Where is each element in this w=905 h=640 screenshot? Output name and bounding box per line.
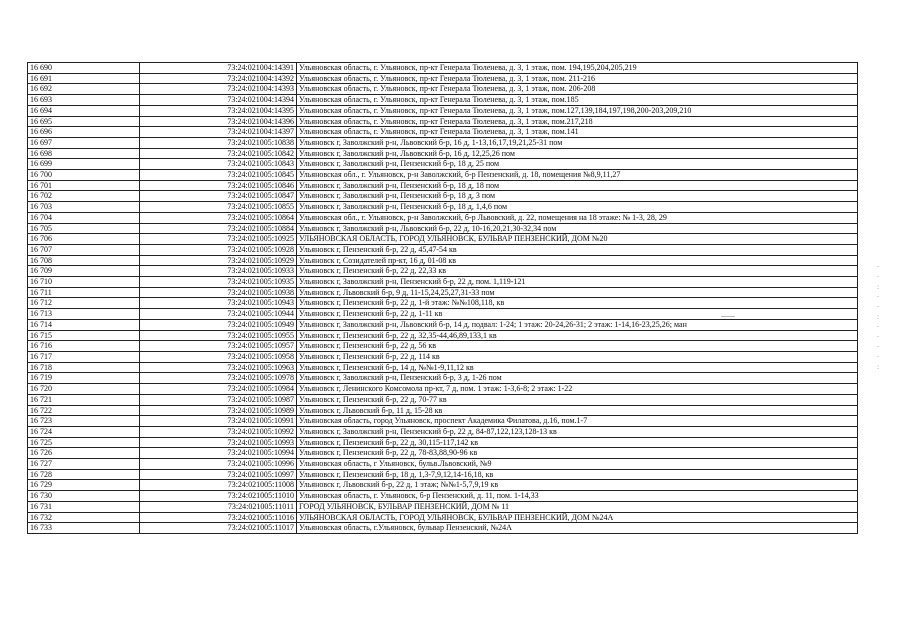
row-number-cell: 16 708 <box>28 255 140 266</box>
address-cell: Ульяновск г, Заволжский р-н, Пензенский б-р, 18 д, 18 пом <box>297 180 858 191</box>
table-row <box>28 362 858 373</box>
table-row <box>28 469 858 480</box>
table-row <box>28 480 858 491</box>
row-number-cell: 16 701 <box>28 180 140 191</box>
address-cell: ГОРОД УЛЬЯНОВСК, БУЛЬВАР ПЕНЗЕНСКИЙ, ДОМ № 11 <box>297 501 858 512</box>
cadastral-number-cell: 73:24:021005:10944 <box>140 309 297 320</box>
row-number-cell: 16 707 <box>28 244 140 255</box>
address-cell: Ульяновск г, Пензенский б-р, 22 д, 22,33 кв <box>297 266 858 277</box>
cadastral-number-cell: 73:24:021005:10933 <box>140 266 297 277</box>
row-number-cell: 16 698 <box>28 148 140 159</box>
cadastral-number-cell: 73:24:021004:14395 <box>140 105 297 116</box>
table-row <box>28 373 858 384</box>
cadastral-number-cell: 73:24:021005:11008 <box>140 480 297 491</box>
table-row <box>28 180 858 191</box>
row-number-cell: 16 731 <box>28 501 140 512</box>
cadastral-number-cell: 73:24:021005:10958 <box>140 351 297 362</box>
cadastral-number-cell: 73:24:021005:10957 <box>140 341 297 352</box>
cadastral-number-cell: 73:24:021004:14391 <box>140 63 297 74</box>
row-number-cell: 16 695 <box>28 116 140 127</box>
address-cell: Ульяновск г, Львовский б-р, 22 д, 1 этаж; №№1-5,7,9,19 кв <box>297 480 858 491</box>
row-number-cell: 16 728 <box>28 469 140 480</box>
row-number-cell: 16 704 <box>28 212 140 223</box>
cadastral-number-cell: 73:24:021005:10838 <box>140 137 297 148</box>
cadastral-number-cell: 73:24:021005:10963 <box>140 362 297 373</box>
table-row <box>28 309 858 320</box>
address-cell: Ульяновск г, Пензенский б-р, 22 д, 32,35-44,46,89,133,1 кв <box>297 330 858 341</box>
address-cell: Ульяновск г, Львовский б-р, 11 д, 15-28 кв <box>297 405 858 416</box>
table-row <box>28 491 858 502</box>
table-row <box>28 127 858 138</box>
cadastral-number-cell: 73:24:021005:10935 <box>140 277 297 288</box>
row-number-cell: 16 711 <box>28 287 140 298</box>
cadastral-number-cell: 73:24:021004:14392 <box>140 73 297 84</box>
table-row <box>28 437 858 448</box>
cadastral-number-cell: 73:24:021005:10864 <box>140 212 297 223</box>
cadastral-number-cell: 73:24:021005:10984 <box>140 384 297 395</box>
table-row <box>28 416 858 427</box>
address-cell: Ульяновская область, г. Ульяновск, пр-кт Генерала Тюленева, д. 3, 1 этаж, пом. 206-208 <box>297 84 858 95</box>
address-cell: Ульяновская обл., г. Ульяновск, р-н Заволжский, б-р Пензенский, д. 18, помещения №8,9,11,27 <box>297 170 858 181</box>
cadastral-number-cell: 73:24:021005:10996 <box>140 459 297 470</box>
cadastral-number-cell: 73:24:021005:10993 <box>140 437 297 448</box>
address-cell: Ульяновск г, Заволжский р-н, Львовский б-р, 14 д, подвал: 1-24; 1 этаж: 20-24,26-31; 2 этаж: 1-14,16-23,25,26; ман <box>297 319 858 330</box>
address-cell: Ульяновская область, город Ульяновск, проспект Академика Филатова, д.16, пом.1-7 <box>297 416 858 427</box>
address-cell: Ульяновск г, Пензенский б-р, 22 д, 78-83,88,90-96 кв <box>297 448 858 459</box>
table-row <box>28 341 858 352</box>
cadastral-registry-table <box>27 62 858 534</box>
cadastral-number-cell: 73:24:021005:10855 <box>140 202 297 213</box>
row-number-cell: 16 696 <box>28 127 140 138</box>
cadastral-number-cell: 73:24:021004:14397 <box>140 127 297 138</box>
address-cell: Ульяновская область, г. Ульяновск, пр-кт Генерала Тюленева, д. 3, 1 этаж, пом.127,139,184,197,198,200-203,209,210 <box>297 105 858 116</box>
row-number-cell: 16 717 <box>28 351 140 362</box>
row-number-cell: 16 713 <box>28 309 140 320</box>
cadastral-number-cell: 73:24:021005:10955 <box>140 330 297 341</box>
row-number-cell: 16 727 <box>28 459 140 470</box>
address-cell: Ульяновск г, Заволжский р-н, Пензенский б-р, 18 д, 1,4,6 пом <box>297 202 858 213</box>
row-number-cell: 16 721 <box>28 394 140 405</box>
table-row <box>28 512 858 523</box>
row-number-cell: 16 693 <box>28 95 140 106</box>
row-number-cell: 16 697 <box>28 137 140 148</box>
cadastral-number-cell: 73:24:021005:10847 <box>140 191 297 202</box>
table-row <box>28 394 858 405</box>
table-row <box>28 63 858 74</box>
cadastral-number-cell: 73:24:021005:10842 <box>140 148 297 159</box>
address-cell: Ульяновск г, Пензенский б-р, 22 д, 45,47-54 кв <box>297 244 858 255</box>
table-row <box>28 137 858 148</box>
table-row <box>28 244 858 255</box>
address-cell: Ульяновск г, Пензенский б-р, 22 д, 114 кв <box>297 351 858 362</box>
row-number-cell: 16 705 <box>28 223 140 234</box>
address-cell: Ульяновск г, Пензенский б-р, 18 д, 1,3-7,9,12,14-16,18, кв <box>297 469 858 480</box>
address-cell: Ульяновск г, Пензенский б-р, 22 д, 56 кв <box>297 341 858 352</box>
row-number-cell: 16 709 <box>28 266 140 277</box>
address-cell: Ульяновск г, Заволжский р-н, Львовский б-р, 22 д, 10-16,20,21,30-32,34 пом <box>297 223 858 234</box>
cadastral-number-cell: 73:24:021005:10928 <box>140 244 297 255</box>
row-number-cell: 16 692 <box>28 84 140 95</box>
table-row <box>28 191 858 202</box>
address-cell: Ульяновск г, Пензенский б-р, 14 д, №№1-9,11,12 кв <box>297 362 858 373</box>
cadastral-number-cell: 73:24:021005:10949 <box>140 319 297 330</box>
row-number-cell: 16 725 <box>28 437 140 448</box>
row-number-cell: 16 694 <box>28 105 140 116</box>
row-number-cell: 16 716 <box>28 341 140 352</box>
address-cell: Ульяновск г, Львовский б-р, 9 д, 11-15,24,25,27,31-33 пом <box>297 287 858 298</box>
row-number-cell: 16 722 <box>28 405 140 416</box>
cadastral-number-cell: 73:24:021005:10846 <box>140 180 297 191</box>
table-row <box>28 73 858 84</box>
table-row <box>28 116 858 127</box>
table-row <box>28 212 858 223</box>
cadastral-number-cell: 73:24:021004:14393 <box>140 84 297 95</box>
table-row <box>28 223 858 234</box>
row-number-cell: 16 700 <box>28 170 140 181</box>
address-cell: Ульяновск г, Ленинского Комсомола пр-кт, 7 д, пом. 1 этаж: 1-3,6-8; 2 этаж: 1-22 <box>297 384 858 395</box>
cadastral-number-cell: 73:24:021005:11016 <box>140 512 297 523</box>
address-cell: Ульяновск г, Пензенский б-р, 22 д, 1-11 кв <box>297 309 858 320</box>
table-row <box>28 95 858 106</box>
table-row <box>28 105 858 116</box>
cadastral-number-cell: 73:24:021005:10884 <box>140 223 297 234</box>
address-cell: Ульяновск г, Пензенский б-р, 22 д, 30,115-117,142 кв <box>297 437 858 448</box>
address-cell: Ульяновск г, Заволжский р-н, Пензенский б-р, 22 д, 84-87,122,123,128-13 кв <box>297 426 858 437</box>
table-row <box>28 405 858 416</box>
row-number-cell: 16 714 <box>28 319 140 330</box>
row-number-cell: 16 718 <box>28 362 140 373</box>
row-number-cell: 16 719 <box>28 373 140 384</box>
address-cell: УЛЬЯНОВСКАЯ ОБЛАСТЬ, ГОРОД УЛЬЯНОВСК, БУЛЬВАР ПЕНЗЕНСКИЙ, ДОМ №20 <box>297 234 858 245</box>
cadastral-number-cell: 73:24:021005:10997 <box>140 469 297 480</box>
table-row <box>28 202 858 213</box>
table-row <box>28 459 858 470</box>
table-row <box>28 266 858 277</box>
table-row <box>28 148 858 159</box>
address-cell: Ульяновск г, Заволжский р-н, Пензенский б-р, 22 д, пом. 1,119-121 <box>297 277 858 288</box>
scan-artifact-dash <box>721 316 735 317</box>
row-number-cell: 16 710 <box>28 277 140 288</box>
table-row <box>28 234 858 245</box>
cadastral-number-cell: 73:24:021005:10989 <box>140 405 297 416</box>
cadastral-number-cell: 73:24:021004:14394 <box>140 95 297 106</box>
row-number-cell: 16 724 <box>28 426 140 437</box>
scan-margin-marks: · · : · · : · · · · : <box>876 263 880 371</box>
table-row <box>28 448 858 459</box>
table-row <box>28 84 858 95</box>
row-number-cell: 16 715 <box>28 330 140 341</box>
address-cell: Ульяновск г, Заволжский р-н, Львовский б-р, 16 д, 12,25,26 пом <box>297 148 858 159</box>
row-number-cell: 16 691 <box>28 73 140 84</box>
address-cell: Ульяновская обл., г. Ульяновск, р-н Заволжский, б-р Львовский, д. 22, помещения на 18 этаже: № 1-3, 28, 29 <box>297 212 858 223</box>
row-number-cell: 16 732 <box>28 512 140 523</box>
address-cell: Ульяновская область, г. Ульяновск, пр-кт Генерала Тюленева, д. 3, 1 этаж, пом. 194,195,204,205,219 <box>297 63 858 74</box>
cadastral-number-cell: 73:24:021005:10987 <box>140 394 297 405</box>
table-row <box>28 319 858 330</box>
address-cell: Ульяновская область, г. Ульяновск, б-р Пензенский, д. 11, пом. 1-14,33 <box>297 491 858 502</box>
registry-table-body <box>28 63 858 534</box>
address-cell: Ульяновск г, Созидателей пр-кт, 16 д, 01-08 кв <box>297 255 858 266</box>
address-cell: Ульяновская область, г Ульяновск, бульв.Львовский, №9 <box>297 459 858 470</box>
row-number-cell: 16 720 <box>28 384 140 395</box>
row-number-cell: 16 726 <box>28 448 140 459</box>
table-row <box>28 170 858 181</box>
address-cell: Ульяновская область, г. Ульяновск, пр-кт Генерала Тюленева, д. 3, 1 этаж, пом.217,218 <box>297 116 858 127</box>
row-number-cell: 16 730 <box>28 491 140 502</box>
address-cell: Ульяновск г, Пензенский б-р, 22 д, 70-77 кв <box>297 394 858 405</box>
table-row <box>28 384 858 395</box>
row-number-cell: 16 712 <box>28 298 140 309</box>
cadastral-number-cell: 73:24:021005:11010 <box>140 491 297 502</box>
table-row <box>28 523 858 534</box>
table-row <box>28 287 858 298</box>
address-cell: Ульяновск г, Заволжский р-н, Пензенский б-р, 18 д, 3 пом <box>297 191 858 202</box>
table-row <box>28 351 858 362</box>
row-number-cell: 16 699 <box>28 159 140 170</box>
row-number-cell: 16 702 <box>28 191 140 202</box>
table-row <box>28 159 858 170</box>
address-cell: Ульяновская область, г. Ульяновск, пр-кт Генерала Тюленева, д. 3, 1 этаж, пом. 211-216 <box>297 73 858 84</box>
row-number-cell: 16 690 <box>28 63 140 74</box>
cadastral-number-cell: 73:24:021005:10845 <box>140 170 297 181</box>
row-number-cell: 16 729 <box>28 480 140 491</box>
table-row <box>28 255 858 266</box>
table-row <box>28 501 858 512</box>
table-row <box>28 330 858 341</box>
cadastral-number-cell: 73:24:021005:10943 <box>140 298 297 309</box>
cadastral-number-cell: 73:24:021005:10992 <box>140 426 297 437</box>
cadastral-number-cell: 73:24:021005:10929 <box>140 255 297 266</box>
row-number-cell: 16 703 <box>28 202 140 213</box>
cadastral-number-cell: 73:24:021005:10843 <box>140 159 297 170</box>
cadastral-number-cell: 73:24:021005:10938 <box>140 287 297 298</box>
address-cell: Ульяновск г, Заволжский р-н, Пензенский б-р, 3 д, 1-26 пом <box>297 373 858 384</box>
address-cell: Ульяновская область, г.Ульяновск, бульвар Пензенский, №24А <box>297 523 858 534</box>
cadastral-number-cell: 73:24:021005:10991 <box>140 416 297 427</box>
address-cell: Ульяновская область, г. Ульяновск, пр-кт Генерала Тюленева, д. 3, 1 этаж, пом.185 <box>297 95 858 106</box>
cadastral-number-cell: 73:24:021004:14396 <box>140 116 297 127</box>
cadastral-number-cell: 73:24:021005:11017 <box>140 523 297 534</box>
cadastral-number-cell: 73:24:021005:10978 <box>140 373 297 384</box>
cadastral-number-cell: 73:24:021005:10994 <box>140 448 297 459</box>
cadastral-number-cell: 73:24:021005:11011 <box>140 501 297 512</box>
table-row <box>28 426 858 437</box>
row-number-cell: 16 706 <box>28 234 140 245</box>
row-number-cell: 16 733 <box>28 523 140 534</box>
cadastral-number-cell: 73:24:021005:10925 <box>140 234 297 245</box>
table-row <box>28 298 858 309</box>
table-row <box>28 277 858 288</box>
row-number-cell: 16 723 <box>28 416 140 427</box>
address-cell: Ульяновск г, Заволжский р-н, Пензенский б-р, 18 д, 25 пом <box>297 159 858 170</box>
address-cell: Ульяновск г, Заволжский р-н, Львовский б-р, 16 д, 1-13,16,17,19,21,25-31 пом <box>297 137 858 148</box>
address-cell: Ульяновск г, Пензенский б-р, 22 д, 1-й этаж: №№108,118, кв <box>297 298 858 309</box>
document-sheet <box>27 62 857 534</box>
address-cell: УЛЬЯНОВСКАЯ ОБЛАСТЬ, ГОРОД УЛЬЯНОВСК, БУЛЬВАР ПЕНЗЕНСКИЙ, ДОМ №24А <box>297 512 858 523</box>
address-cell: Ульяновская область, г. Ульяновск, пр-кт Генерала Тюленева, д. 3, 1 этаж, пом.141 <box>297 127 858 138</box>
